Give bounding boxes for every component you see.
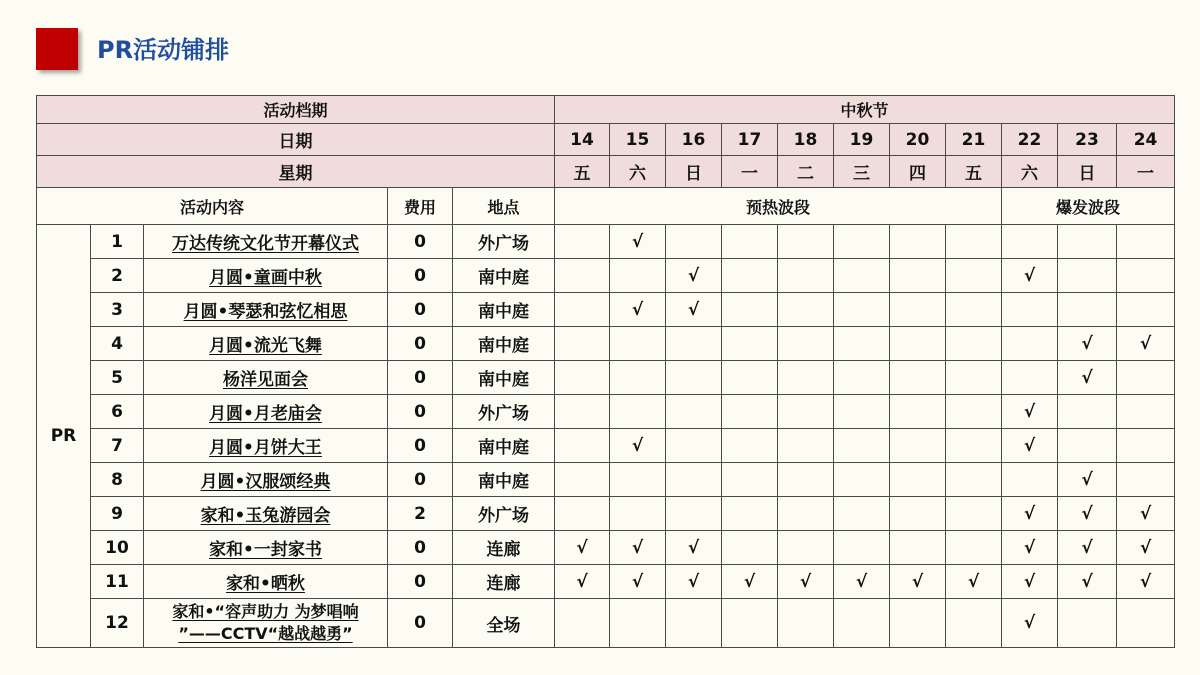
empty-day-cell (1117, 395, 1175, 429)
table-row (37, 225, 1175, 259)
date-cell: 23 (1058, 124, 1117, 156)
cost-label: 费用 (388, 188, 453, 225)
empty-day-cell (666, 361, 722, 395)
row-number: 11 (91, 565, 144, 599)
date-cell: 17 (722, 124, 778, 156)
empty-day-cell (722, 293, 778, 327)
empty-day-cell (778, 531, 834, 565)
activity-name-text: 月圆•汉服颂经典 (200, 472, 331, 492)
check-mark-cell: √ (1117, 497, 1175, 531)
table-row (37, 429, 1175, 463)
empty-day-cell (666, 429, 722, 463)
cost-cell: 0 (388, 531, 453, 565)
empty-day-cell (890, 395, 946, 429)
empty-day-cell (555, 361, 610, 395)
event-period-label: 活动档期 (37, 96, 555, 124)
empty-day-cell (834, 395, 890, 429)
activity-name-text: 杨洋见面会 (223, 370, 308, 390)
table-row (37, 463, 1175, 497)
cost-cell: 0 (388, 395, 453, 429)
empty-day-cell (778, 327, 834, 361)
empty-day-cell (834, 225, 890, 259)
check-mark-cell: √ (666, 293, 722, 327)
check-mark-cell: √ (1002, 497, 1058, 531)
activity-name (144, 599, 388, 648)
empty-day-cell (555, 327, 610, 361)
check-mark-cell: √ (1002, 599, 1058, 648)
row-number: 2 (91, 259, 144, 293)
activity-name (144, 225, 388, 259)
date-cell: 24 (1117, 124, 1175, 156)
check-mark-cell: √ (1002, 259, 1058, 293)
activity-name (144, 429, 388, 463)
weekday-cell: 日 (666, 156, 722, 188)
table-row (37, 395, 1175, 429)
empty-day-cell (890, 531, 946, 565)
table-row (37, 497, 1175, 531)
row-number: 4 (91, 327, 144, 361)
empty-day-cell (946, 259, 1002, 293)
title-accent-block (36, 28, 78, 70)
date-cell: 14 (555, 124, 610, 156)
cost-cell: 0 (388, 599, 453, 648)
venue-cell: 南中庭 (453, 361, 555, 395)
activity-name-text: 月圆•月饼大王 (209, 438, 322, 458)
empty-day-cell (890, 327, 946, 361)
empty-day-cell (946, 463, 1002, 497)
cost-cell: 0 (388, 293, 453, 327)
empty-day-cell (555, 463, 610, 497)
row-number: 7 (91, 429, 144, 463)
cost-cell: 0 (388, 327, 453, 361)
empty-day-cell (666, 463, 722, 497)
empty-day-cell (834, 259, 890, 293)
check-mark-cell: √ (666, 259, 722, 293)
empty-day-cell (778, 259, 834, 293)
activity-name (144, 259, 388, 293)
empty-day-cell (946, 225, 1002, 259)
activity-name-line2: ”——CCTV“越战越勇” (178, 624, 353, 643)
venue-cell: 南中庭 (453, 463, 555, 497)
date-cell: 22 (1002, 124, 1058, 156)
empty-day-cell (834, 327, 890, 361)
check-mark-cell: √ (1058, 531, 1117, 565)
empty-day-cell (890, 293, 946, 327)
empty-day-cell (778, 361, 834, 395)
activity-name (144, 395, 388, 429)
table-row (37, 293, 1175, 327)
check-mark-cell: √ (555, 565, 610, 599)
empty-day-cell (722, 327, 778, 361)
empty-day-cell (1117, 225, 1175, 259)
empty-day-cell (666, 599, 722, 648)
empty-day-cell (666, 395, 722, 429)
weekday-cell: 五 (946, 156, 1002, 188)
weekday-cell: 一 (1117, 156, 1175, 188)
empty-day-cell (610, 599, 666, 648)
empty-day-cell (1117, 463, 1175, 497)
empty-day-cell (946, 599, 1002, 648)
venue-cell: 连廊 (453, 565, 555, 599)
activity-name (144, 327, 388, 361)
empty-day-cell (666, 497, 722, 531)
empty-day-cell (778, 497, 834, 531)
empty-day-cell (778, 293, 834, 327)
venue-cell: 外广场 (453, 497, 555, 531)
empty-day-cell (1002, 225, 1058, 259)
date-label: 日期 (37, 124, 555, 156)
activity-name (144, 361, 388, 395)
header-row-columns (37, 188, 1175, 225)
header-row-dates (37, 124, 1175, 156)
check-mark-cell: √ (1117, 565, 1175, 599)
empty-day-cell (722, 463, 778, 497)
empty-day-cell (1058, 293, 1117, 327)
venue-cell: 南中庭 (453, 429, 555, 463)
table-row (37, 531, 1175, 565)
empty-day-cell (946, 361, 1002, 395)
empty-day-cell (834, 531, 890, 565)
check-mark-cell: √ (1002, 395, 1058, 429)
check-mark-cell: √ (1058, 463, 1117, 497)
empty-day-cell (610, 327, 666, 361)
empty-day-cell (778, 429, 834, 463)
empty-day-cell (722, 531, 778, 565)
empty-day-cell (610, 259, 666, 293)
empty-day-cell (890, 225, 946, 259)
check-mark-cell: √ (1058, 327, 1117, 361)
activity-name-text: 家和•玉兔游园会 (200, 506, 331, 526)
date-cell: 20 (890, 124, 946, 156)
venue-cell: 南中庭 (453, 259, 555, 293)
venue-cell: 南中庭 (453, 293, 555, 327)
row-number: 8 (91, 463, 144, 497)
activity-name-text: 家和•一封家书 (209, 540, 322, 560)
weekday-cell: 四 (890, 156, 946, 188)
empty-day-cell (890, 361, 946, 395)
empty-day-cell (666, 225, 722, 259)
activity-name-text: 家和•晒秋 (226, 574, 305, 594)
row-number: 12 (91, 599, 144, 648)
empty-day-cell (946, 531, 1002, 565)
check-mark-cell: √ (610, 225, 666, 259)
row-number: 3 (91, 293, 144, 327)
empty-day-cell (890, 259, 946, 293)
header-row-weekdays (37, 156, 1175, 188)
empty-day-cell (1117, 361, 1175, 395)
check-mark-cell: √ (610, 293, 666, 327)
venue-label: 地点 (453, 188, 555, 225)
row-number: 6 (91, 395, 144, 429)
empty-day-cell (778, 463, 834, 497)
empty-day-cell (946, 395, 1002, 429)
burst-label: 爆发波段 (1002, 188, 1175, 225)
content-label: 活动内容 (37, 188, 388, 225)
empty-day-cell (890, 497, 946, 531)
empty-day-cell (555, 429, 610, 463)
weekday-cell: 六 (610, 156, 666, 188)
empty-day-cell (555, 497, 610, 531)
empty-day-cell (946, 293, 1002, 327)
activity-name (144, 497, 388, 531)
activity-name-text: 万达传统文化节开幕仪式 (172, 234, 359, 254)
empty-day-cell (946, 429, 1002, 463)
empty-day-cell (834, 361, 890, 395)
empty-day-cell (1058, 225, 1117, 259)
weekday-cell: 五 (555, 156, 610, 188)
empty-day-cell (722, 225, 778, 259)
weekday-cell: 一 (722, 156, 778, 188)
activity-name-line1: 家和•“容声助力 为梦唱响 (172, 602, 359, 621)
empty-day-cell (555, 225, 610, 259)
check-mark-cell: √ (610, 565, 666, 599)
check-mark-cell: √ (1058, 565, 1117, 599)
weekday-cell: 日 (1058, 156, 1117, 188)
row-number: 1 (91, 225, 144, 259)
table-row (37, 565, 1175, 599)
check-mark-cell: √ (1002, 565, 1058, 599)
activity-name-text: 月圆•童画中秋 (209, 268, 322, 288)
empty-day-cell (778, 225, 834, 259)
activity-name-text: 月圆•流光飞舞 (209, 336, 322, 356)
cost-cell: 0 (388, 361, 453, 395)
empty-day-cell (1117, 259, 1175, 293)
empty-day-cell (722, 497, 778, 531)
empty-day-cell (722, 361, 778, 395)
table-row (37, 361, 1175, 395)
empty-day-cell (890, 463, 946, 497)
empty-day-cell (834, 293, 890, 327)
cost-cell: 0 (388, 463, 453, 497)
empty-day-cell (722, 395, 778, 429)
check-mark-cell: √ (610, 531, 666, 565)
empty-day-cell (1002, 327, 1058, 361)
header-row-period (37, 96, 1175, 124)
venue-cell: 南中庭 (453, 327, 555, 361)
empty-day-cell (1058, 259, 1117, 293)
empty-day-cell (1002, 293, 1058, 327)
empty-day-cell (834, 599, 890, 648)
table-row (37, 599, 1175, 648)
table-row (37, 259, 1175, 293)
empty-day-cell (555, 259, 610, 293)
check-mark-cell: √ (834, 565, 890, 599)
cost-cell: 0 (388, 259, 453, 293)
cost-cell: 2 (388, 497, 453, 531)
venue-cell: 外广场 (453, 395, 555, 429)
empty-day-cell (946, 327, 1002, 361)
activity-name (144, 293, 388, 327)
empty-day-cell (555, 599, 610, 648)
empty-day-cell (722, 429, 778, 463)
empty-day-cell (555, 293, 610, 327)
date-cell: 21 (946, 124, 1002, 156)
empty-day-cell (1117, 599, 1175, 648)
empty-day-cell (890, 599, 946, 648)
row-number: 10 (91, 531, 144, 565)
empty-day-cell (555, 395, 610, 429)
empty-day-cell (1117, 293, 1175, 327)
weekday-cell: 六 (1002, 156, 1058, 188)
empty-day-cell (1002, 463, 1058, 497)
check-mark-cell: √ (890, 565, 946, 599)
activity-schedule-table (36, 95, 1175, 648)
empty-day-cell (666, 327, 722, 361)
empty-day-cell (1058, 599, 1117, 648)
row-number: 9 (91, 497, 144, 531)
empty-day-cell (722, 599, 778, 648)
date-cell: 19 (834, 124, 890, 156)
weekday-cell: 二 (778, 156, 834, 188)
empty-day-cell (610, 497, 666, 531)
row-number: 5 (91, 361, 144, 395)
empty-day-cell (834, 463, 890, 497)
empty-day-cell (778, 395, 834, 429)
check-mark-cell: √ (1117, 531, 1175, 565)
activity-name (144, 565, 388, 599)
empty-day-cell (890, 429, 946, 463)
empty-day-cell (1002, 361, 1058, 395)
date-cell: 18 (778, 124, 834, 156)
empty-day-cell (1058, 429, 1117, 463)
group-label: PR (37, 225, 91, 648)
check-mark-cell: √ (610, 429, 666, 463)
check-mark-cell: √ (778, 565, 834, 599)
date-cell: 16 (666, 124, 722, 156)
warmup-label: 预热波段 (555, 188, 1002, 225)
date-cell: 15 (610, 124, 666, 156)
empty-day-cell (1058, 395, 1117, 429)
weekday-cell: 三 (834, 156, 890, 188)
activity-name (144, 531, 388, 565)
empty-day-cell (610, 361, 666, 395)
empty-day-cell (834, 429, 890, 463)
check-mark-cell: √ (555, 531, 610, 565)
empty-day-cell (946, 497, 1002, 531)
weekday-label: 星期 (37, 156, 555, 188)
empty-day-cell (722, 259, 778, 293)
venue-cell: 连廊 (453, 531, 555, 565)
cost-cell: 0 (388, 225, 453, 259)
table-row (37, 327, 1175, 361)
check-mark-cell: √ (666, 565, 722, 599)
empty-day-cell (834, 497, 890, 531)
check-mark-cell: √ (1002, 429, 1058, 463)
empty-day-cell (1117, 429, 1175, 463)
check-mark-cell: √ (1058, 497, 1117, 531)
empty-day-cell (610, 463, 666, 497)
activity-name (144, 463, 388, 497)
activity-name-text: 月圆•琴瑟和弦忆相思 (183, 302, 348, 322)
check-mark-cell: √ (722, 565, 778, 599)
cost-cell: 0 (388, 429, 453, 463)
page-title: PR活动铺排 (97, 36, 230, 64)
check-mark-cell: √ (1058, 361, 1117, 395)
check-mark-cell: √ (666, 531, 722, 565)
empty-day-cell (610, 395, 666, 429)
festival-label: 中秋节 (555, 96, 1175, 124)
check-mark-cell: √ (1002, 531, 1058, 565)
cost-cell: 0 (388, 565, 453, 599)
check-mark-cell: √ (946, 565, 1002, 599)
venue-cell: 全场 (453, 599, 555, 648)
empty-day-cell (778, 599, 834, 648)
activity-name-text: 月圆•月老庙会 (209, 404, 322, 424)
venue-cell: 外广场 (453, 225, 555, 259)
check-mark-cell: √ (1117, 327, 1175, 361)
